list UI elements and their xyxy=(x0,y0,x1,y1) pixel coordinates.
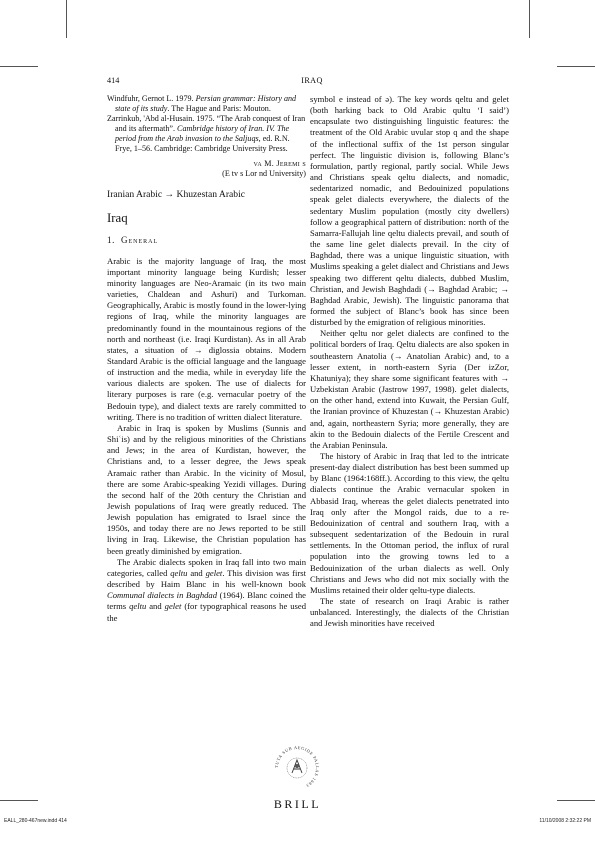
print-slug-date: 11/10/2008 2:32:22 PM xyxy=(539,818,591,824)
cross-reference: Iranian Arabic → Khuzestan Arabic xyxy=(107,188,245,200)
paragraph: The Arabic dialects spoken in Iraq fall into two main categories, called qeltu and gelet. This division was first described by Haim Blanc in his well-known book Communal dialects in Baghdad (1964). Blanc coined the terms qeltu and gelet (for typographical reasons he used the xyxy=(107,556,306,623)
publisher-seal-logo xyxy=(271,742,323,794)
right-column xyxy=(310,94,509,630)
publisher-name: BRILL xyxy=(273,797,322,811)
bibliography-entry: Windfuhr, Gernot L. 1979. Persian grammar: History and state of its study. The Hague and Paris: Mouton. xyxy=(107,94,297,114)
paragraph: Neither qeltu nor gelet dialects are confined to the political borders of Iraq. Qeltu dialects are also spoken in southeastern Anatolia (→ Anatolian Arabic) and, to a lesser extent, in north-eastern Syria (Der izZor, Khatuniya); they share some significant features with → Uzbekistan Arabic (Jastrow 1997, 1998). gelet dialects, on the other hand, extend into Kuwait, the Persian Gulf, the Iranian province of Khuzestan (→ Khuzestan Arabic) and, again, northeastern Syria; more generally, they are akin to the Bedouin dialects of the Fertile Crescent and the Arabian Peninsula. xyxy=(310,328,509,450)
crop-mark xyxy=(529,0,530,38)
section-title: General xyxy=(120,234,159,245)
paragraph: The state of research on Iraqi Arabic is rather unbalanced. Interestingly, the dialects of the Christian and Jewish minorities have received xyxy=(310,596,509,629)
bibliography-entry: Zarrinkub, 'Abd al-Husain. 1975. “The Arab conquest of Iran and its aftermath”. Cambridge history of Iran. IV. The period from the Arab invasion to the Saljuqs, ed. R.N. Frye, 1–56. Cambridge: Cambridge University Press. xyxy=(107,114,306,154)
running-head: IRAQ xyxy=(301,76,323,85)
article-author xyxy=(107,159,306,179)
page-number: 414 xyxy=(107,76,120,85)
seal-lettering: TUTA SUB AEGIDE PALLAS 1683 xyxy=(273,744,321,789)
section-number: 1. xyxy=(107,234,115,245)
author-affiliation: (E tv s Lor nd University) xyxy=(222,168,306,178)
crop-mark xyxy=(0,66,38,67)
entry-title: Iraq xyxy=(107,210,128,225)
paragraph: The history of Arabic in Iraq that led to the intricate present-day dialect distribution has best been summed up by Blanc (1964:168ff.). According to this view, the qeltu dialects continue the Arabic vernacular spoken in Abbasid Iraq, whereas the gelet dialects penetrated into Iraq only after the Mongol raids, due to a re-Bedouinization of central and southern Iraq, with a subsequent sedentarization of the Bedouin in rural settlements. In the Ottoman period, the influx of rural population into the growing towns led to a Bedouinization of the urban dialects as well. Only Christians and Jews who did not mix socially with the Muslims retained their older qeltu-type dialects. xyxy=(310,451,509,595)
section-heading xyxy=(107,234,306,246)
crop-mark xyxy=(0,800,38,801)
crop-mark xyxy=(557,66,595,67)
author-name: va M. Jeremi s xyxy=(253,158,306,168)
paragraph: Arabic in Iraq is spoken by Muslims (Sunnis and Shiʿis) and by the religious minorities of the Christians and Jews; in the area of Kurdistan, however, the Christians and, to a lesser degree, the Jews speak Aramaic rather than Arabic. In the vicinity of Mosul, there are some Arabic-speaking Yezidi villages. During the second half of the 20th century the Christian and Jewish populations of Iraq were greatly reduced. The Jewish population has emigrated to Israel since the 1950s, and today there are no Jews reported to be still living in Iraq. Likewise, the Christian population has been greatly diminished by emigration. xyxy=(107,422,306,556)
crop-mark xyxy=(66,0,67,38)
left-column xyxy=(107,94,306,624)
paragraph: Arabic is the majority language of Iraq, the most important minority language being Kurdish; lesser minority languages are Neo-Aramaic (in its two main varieties, Chaldean and Ashuri) and Turkoman. Geographically, Arabic is mostly found in the lower-lying regions of Iraq, while the minority languages are predominantly found in the mountainous regions of the north and northeast (i.e. Iraqi Kurdistan). As in all Arab states, a situation of → diglossia obtains. Modern Standard Arabic is the official language and the language of instruction and the media, while in everyday life the various dialects are spoken. The use of dialects for literary purposes is rare (e.g. vernacular poetry of the Bedouin type), and dialect texts are rarely committed to writing. There is no tradition of written dialect literature. xyxy=(107,255,306,422)
paragraph: symbol e instead of ə). The key words qeltu and gelet (both harking back to Old Arabic qultu ‘I said’) encapsulate two distinguishing linguistic features: the treatment of the Old Arabic uvular stop q and the shape of the inflectional suffix of the 1st person singular perfect. The linguistic division is, following Blanc’s formulation, partly regional, partly social. While Jews and Christians speak qeltu dialects, and nomadic, sedentarized nomadic, and Bedouinized populations speak gelet dialects everywhere, the dialects of the sedentary Muslim population (mostly city dwellers) follow a geographical pattern of distribution: north of the Samarra-Fallujah line qeltu dialects prevail, and south of the same line gelet dialects prevail. In the city of Baghdad, there was a unique linguistic situation, with Muslims speaking a gelet dialect and Christians and Jews speaking two different qeltu dialects, dubbed Muslim, Christian, and Jewish Baghdadi (→ Baghdad Arabic; → Baghdad Arabic, Jewish). The linguistic panorama that formed the subject of Blanc’s book has since been disturbed by the emigration of religious minorities. xyxy=(310,94,509,328)
print-slug-file: EALL_280-467new.indd 414 xyxy=(4,818,67,824)
crop-mark xyxy=(557,800,595,801)
